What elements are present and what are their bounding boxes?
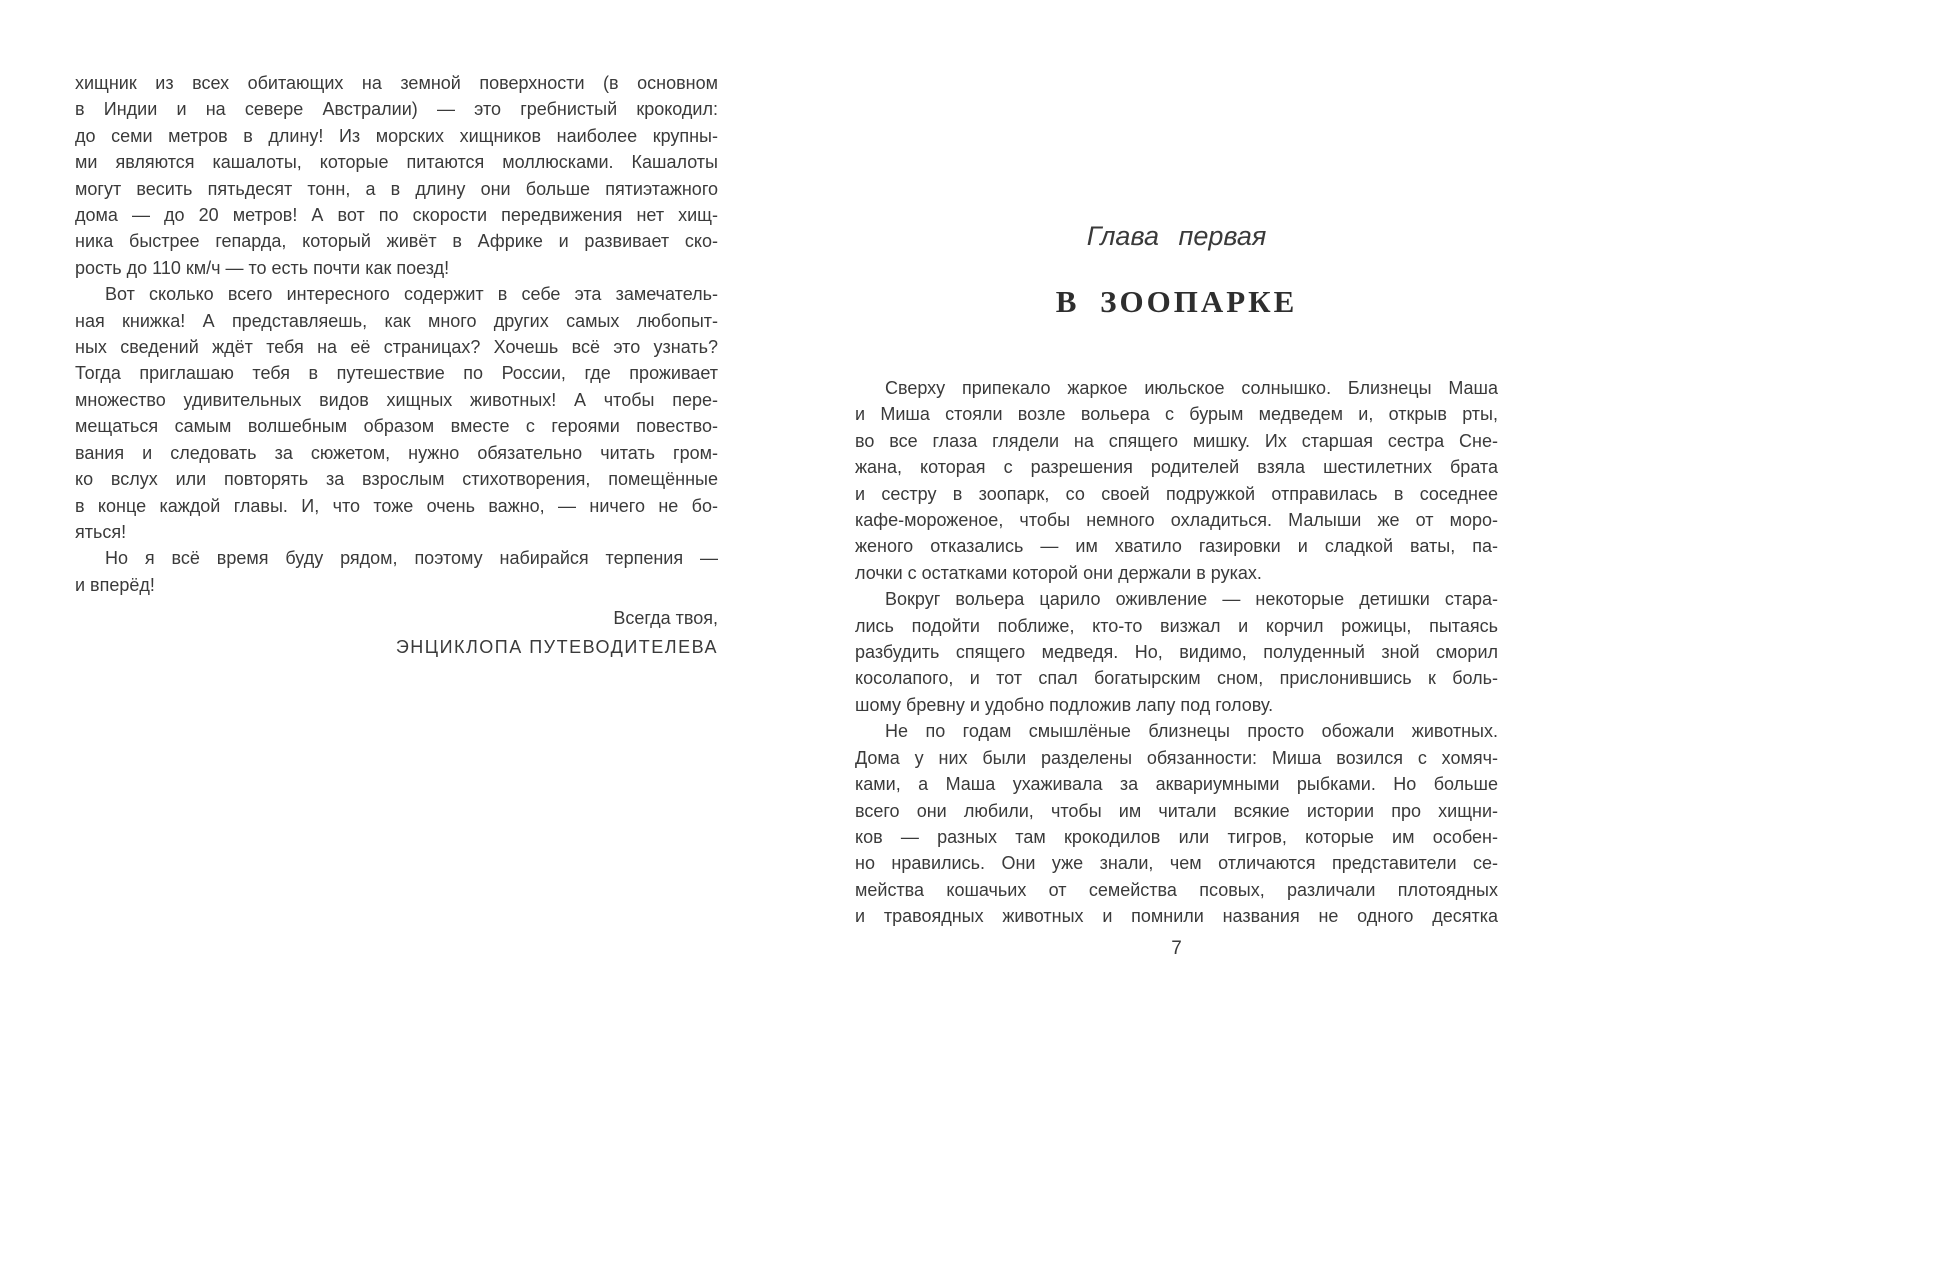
left-page [75, 70, 718, 662]
chapter-label: Глава первая [1086, 221, 1267, 251]
text-line: до семи метров в длину! Из морских хищников наиболее крупны- [75, 125, 718, 146]
text-line: лочки с остатками которой они держали в руках. [855, 562, 1262, 583]
text-line: жана, которая с разрешения родителей взяла шестилетних брата [855, 457, 1498, 478]
text-line: рость до 110 км/ч — то есть почти как поезд! [75, 257, 450, 278]
text-line: ника быстрее гепарда, который живёт в Африке и развивает ско- [75, 231, 718, 252]
text-line: ная книжка! А представляешь, как много других самых любопыт- [75, 310, 718, 331]
text-line: хищник из всех обитающих на земной поверхности (в основном [75, 73, 718, 93]
text-line: в конце каждой главы. И, что тоже очень важно, — ничего не бо- [75, 495, 718, 516]
text-line: дома — до 20 метров! А вот по скорости передвижения нет хищ- [75, 205, 718, 226]
text-line: вания и следовать за сюжетом, нужно обязательно читать гром- [75, 442, 718, 463]
text-line: и сестру в зоопарк, со своей подружкой отправилась в соседнее [855, 483, 1498, 504]
text-line: всего они любили, чтобы им читали всякие истории про хищни- [855, 800, 1498, 821]
text-line: Не по годам смышлёные близнецы просто обожали животных. [885, 721, 1498, 742]
text-line: Вокруг вольера царило оживление — некоторые детишки стара- [885, 589, 1498, 610]
text-line: ков — разных там крокодилов или тигров, которые им особен- [855, 826, 1498, 847]
text-line: ками, а Маша ухаживала за аквариумными рыбками. Но больше [855, 774, 1498, 795]
text-line: косолапого, и тот спал богатырским сном, прислонившись к боль- [855, 668, 1498, 689]
text-line: Дома у них были разделены обязанности: Миша возился с хомяч- [855, 747, 1498, 768]
chapter-title: В ЗООПАРКЕ [1055, 284, 1298, 319]
text-line: лись подойти поближе, кто-то визжал и корчил рожицы, пытаясь [855, 615, 1498, 636]
text-line: шому бревну и удобно подложив лапу под голову. [855, 694, 1274, 715]
text-line: Тогда приглашаю тебя в путешествие по России, где проживает [75, 363, 718, 384]
signature-name: ЭНЦИКЛОПА ПУТЕВОДИТЕЛЕВА [395, 637, 718, 658]
text-line: Сверху припекало жаркое июльское солнышко. Близнецы Маша [885, 378, 1498, 398]
signature-closing: Всегда твоя, [613, 608, 718, 629]
text-line: яться! [75, 521, 127, 542]
text-line: множество удивительных видов хищных животных! А чтобы пере- [75, 389, 718, 410]
text-line: мейства кошачьих от семейства псовых, различали плотоядных [855, 879, 1498, 900]
text-line: но нравились. Они уже знали, чем отличаются представители се- [855, 853, 1498, 874]
text-line: кафе-мороженое, чтобы немного охладиться. Малыши же от моро- [855, 510, 1498, 531]
text-line: ми являются кашалоты, которые питаются моллюсками. Кашалоты [75, 152, 718, 173]
text-line: и Миша стояли возле вольера с бурым медведем и, открыв рты, [855, 404, 1498, 425]
text-line: Но я всё время буду рядом, поэтому набирайся терпения — [105, 548, 718, 569]
text-line: ных сведений ждёт тебя на её страницах? Хочешь всё это узнать? [75, 337, 718, 358]
text-line: женого отказались — им хватило газировки и сладкой ваты, па- [855, 536, 1498, 557]
text-line: разбудить спящего медведя. Но, видимо, полуденный зной сморил [855, 642, 1498, 663]
text-line: могут весить пятьдесят тонн, а в длину они больше пятиэтажного [75, 178, 718, 199]
left-text-block [75, 70, 718, 598]
text-line: Вот сколько всего интересного содержит в себе эта замечатель- [105, 284, 718, 305]
text-line: в Индии и на севере Австралии) — это гребнистый крокодил: [75, 99, 718, 120]
signature-block [75, 604, 718, 662]
right-text-block [855, 375, 1498, 930]
text-line: мещаться самым волшебным образом вместе с героями повество- [75, 416, 718, 437]
text-line: во все глаза глядели на спящего мишку. Их старшая сестра Сне- [855, 430, 1498, 451]
page-number: 7 [1171, 938, 1182, 959]
text-line: и вперёд! [75, 574, 155, 595]
text-line: и травоядных животных и помнили названия не одного десятка [855, 906, 1498, 927]
text-line: ко вслух или повторять за взрослым стихотворения, помещённые [75, 469, 718, 490]
